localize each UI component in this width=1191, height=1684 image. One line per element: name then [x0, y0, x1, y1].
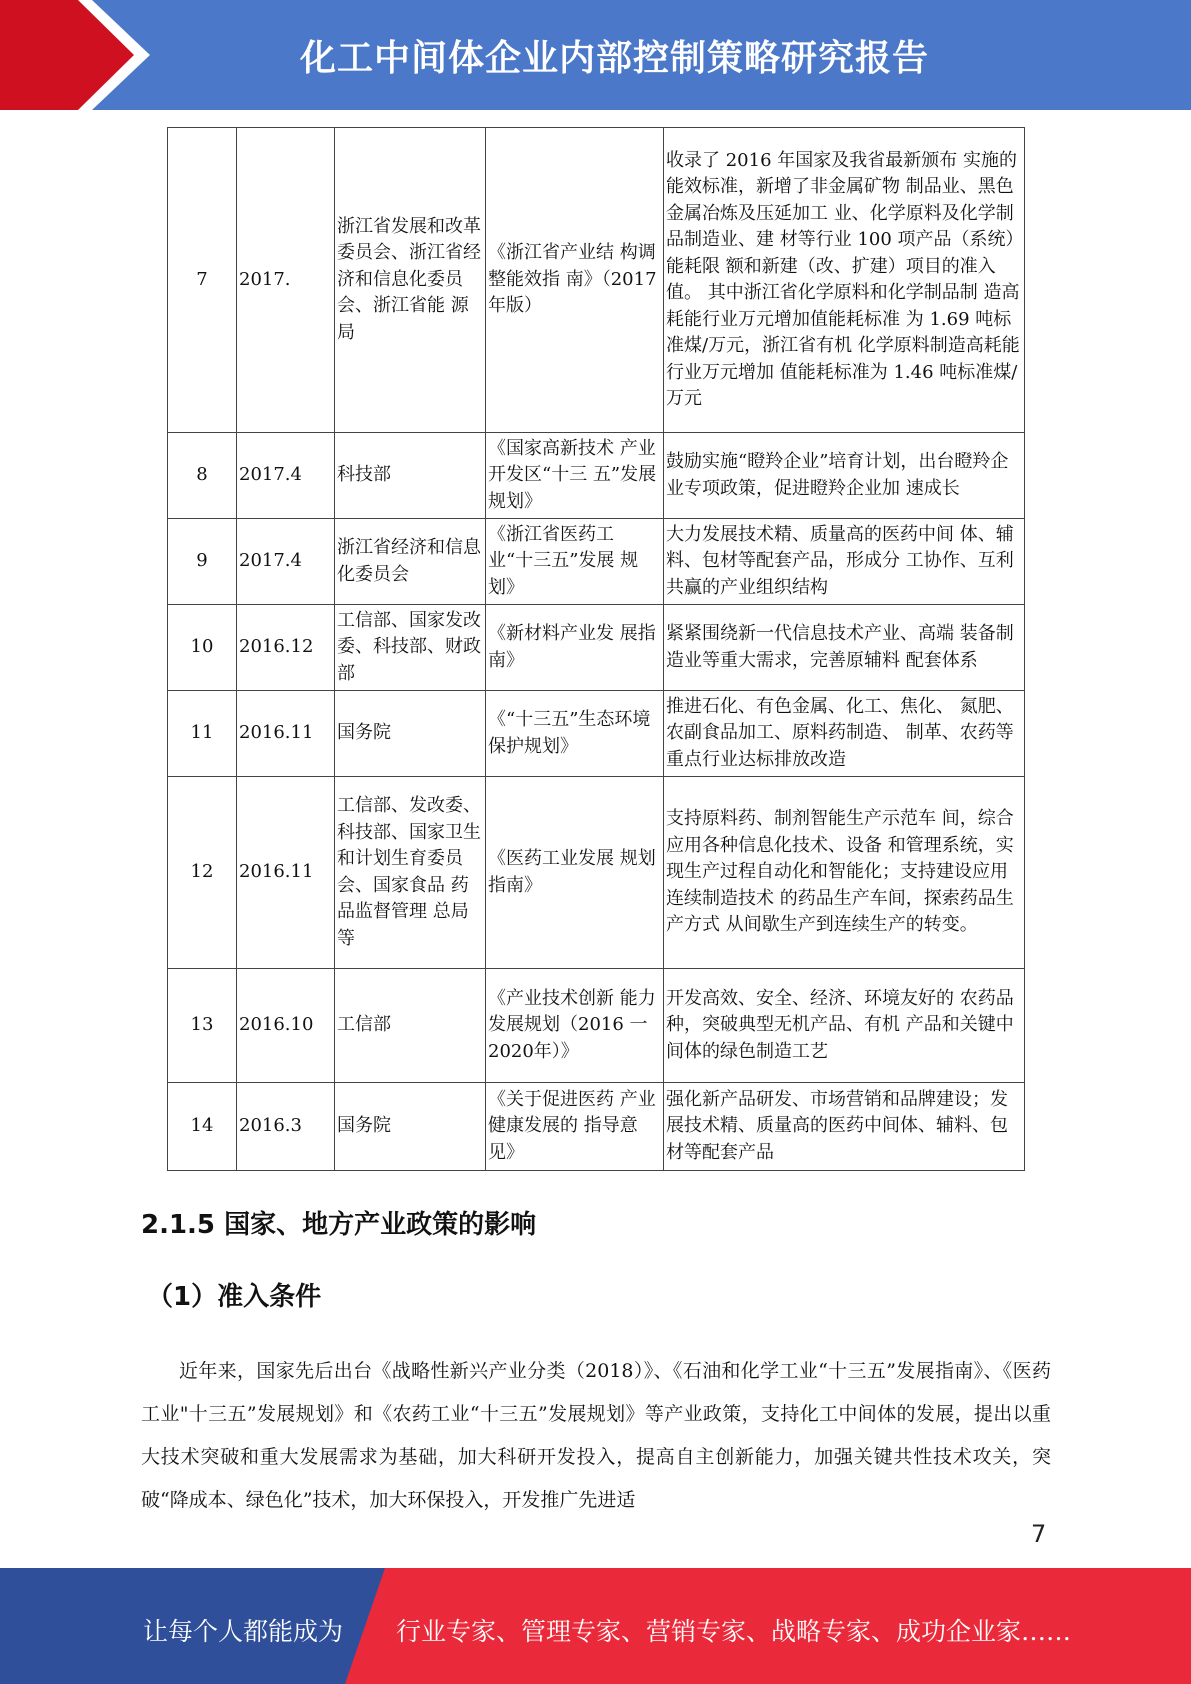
row-department: 浙江省经济和信息化委员会	[335, 519, 486, 605]
row-date: 2016.3	[237, 1083, 335, 1171]
footer-slogan-left: 让每个人都能成为	[143, 1617, 344, 1646]
row-date: 2016.11	[237, 777, 335, 969]
row-department: 国务院	[335, 1083, 486, 1171]
row-document: 《浙江省产业结 构调整能效指 南》（2017 年版）	[486, 128, 664, 433]
row-content: 大力发展技术精、质量高的医药中间 体、辅料、包材等配套产品，形成分 工协作、互利共赢的产业组织结构	[664, 519, 1025, 605]
row-date: 2017.4	[237, 519, 335, 605]
row-number: 9	[168, 519, 237, 605]
row-date: 2016.10	[237, 969, 335, 1083]
footer-slogan-right: 行业专家、管理专家、营销专家、战略专家、成功企业家……	[396, 1617, 1072, 1646]
row-content: 开发高效、安全、经济、环境友好的 农药品种，突破典型无机产品、有机 产品和关键中间体的绿色制造工艺	[664, 969, 1025, 1083]
row-number: 13	[168, 969, 237, 1083]
row-department: 工信部、国家发改委、科技部、财政部	[335, 605, 486, 691]
row-document: 《医药工业发展 规划指南》	[486, 777, 664, 969]
section-heading: 2.1.5 国家、地方产业政策的影响	[141, 1210, 537, 1240]
table-row	[168, 777, 1025, 969]
header-chevron-decoration	[0, 0, 150, 110]
row-content: 收录了 2016 年国家及我省最新颁布 实施的能效标准，新增了非金属矿物 制品业、黑色金属冶炼及压延加工 业、化学原料及化学制品制造业、建 材等行业 100 项产品（系统）能耗限 额和新建（改、扩建）项目的准入值。 其中浙江省化学原料和化学制品制 造高耗能行业万元增加值能耗标准 为 1.69 吨标准煤/万元，浙江省有机 化学原料制造高耗能行业万元增加 值能耗标准为 1.46 吨标准煤/万元	[664, 128, 1025, 433]
page-header	[0, 0, 1191, 110]
row-number: 11	[168, 691, 237, 777]
page-footer	[0, 1568, 1191, 1684]
table-row	[168, 969, 1025, 1083]
row-document: 《新材料产业发 展指南》	[486, 605, 664, 691]
body-paragraph: 近年来，国家先后出台《战略性新兴产业分类（2018）》、《石油和化学工业“十三五”发展指南》、《医药工业"十三五”发展规划》和《农药工业“十三五”发展规划》等产业政策，支持化工中间体的发展，提出以重大技术突破和重大发展需求为基础，加大科研开发投入，提高自主创新能力，加强关键共性技术攻关，突破“降成本、绿色化”技术，加大环保投入，开发推广先进适	[141, 1360, 1051, 1511]
row-date: 2016.12	[237, 605, 335, 691]
row-department: 浙江省发展和改革委员会、浙江省经济和信息化委员 会、浙江省能 源局	[335, 128, 486, 433]
row-date: 2016.11	[237, 691, 335, 777]
row-document: 《关于促进医药 产业健康发展的 指导意见》	[486, 1083, 664, 1171]
row-department: 科技部	[335, 433, 486, 519]
subsection-heading: （1）准入条件	[147, 1282, 322, 1312]
table-row	[168, 1083, 1025, 1171]
row-department: 工信部、发改委、科技部、国家卫生和计划生育委员 会、国家食品 药品监督管理 总局等	[335, 777, 486, 969]
row-document: 《浙江省医药工 业“十三五”发展 规划》	[486, 519, 664, 605]
policy-table-body	[168, 128, 1025, 1171]
row-document: 《产业技术创新 能力发展规划（2016 一 2020年）》	[486, 969, 664, 1083]
row-date: 2017.	[237, 128, 335, 433]
row-content: 鼓励实施“瞪羚企业”培育计划，出台瞪羚企业专项政策，促进瞪羚企业加 速成长	[664, 433, 1025, 519]
row-number: 8	[168, 433, 237, 519]
row-number: 12	[168, 777, 237, 969]
row-content: 强化新产品研发、市场营销和品牌建设；发展技术精、质量高的医药中间体、辅料、包材等配套产品	[664, 1083, 1025, 1171]
row-department: 国务院	[335, 691, 486, 777]
row-content: 支持原料药、制剂智能生产示范车 间，综合应用各种信息化技术、设备 和管理系统，实现生产过程自动化和智能化；支持建设应用连续制造技术 的药品生产车间，探索药品生产方式 从间歇生产到连续生产的转变。	[664, 777, 1025, 969]
table-row	[168, 519, 1025, 605]
row-number: 10	[168, 605, 237, 691]
row-number: 14	[168, 1083, 237, 1171]
page-number: 7	[1031, 1520, 1047, 1548]
row-document: 《国家高新技术 产业开发区“十三 五”发展规划》	[486, 433, 664, 519]
row-number: 7	[168, 128, 237, 433]
table-row	[168, 605, 1025, 691]
report-title: 化工中间体企业内部控制策略研究报告	[300, 38, 930, 79]
row-document: 《“十三五”生态环境保护规划》	[486, 691, 664, 777]
table-row	[168, 433, 1025, 519]
row-content: 紧紧围绕新一代信息技术产业、高端 装备制造业等重大需求，完善原辅料 配套体系	[664, 605, 1025, 691]
table-row	[168, 691, 1025, 777]
policy-table	[167, 127, 1025, 1171]
table-row	[168, 128, 1025, 433]
row-department: 工信部	[335, 969, 486, 1083]
row-content: 推进石化、有色金属、化工、焦化、 氮肥、农副食品加工、原料药制造、 制革、农药等重点行业达标排放改造	[664, 691, 1025, 777]
row-date: 2017.4	[237, 433, 335, 519]
